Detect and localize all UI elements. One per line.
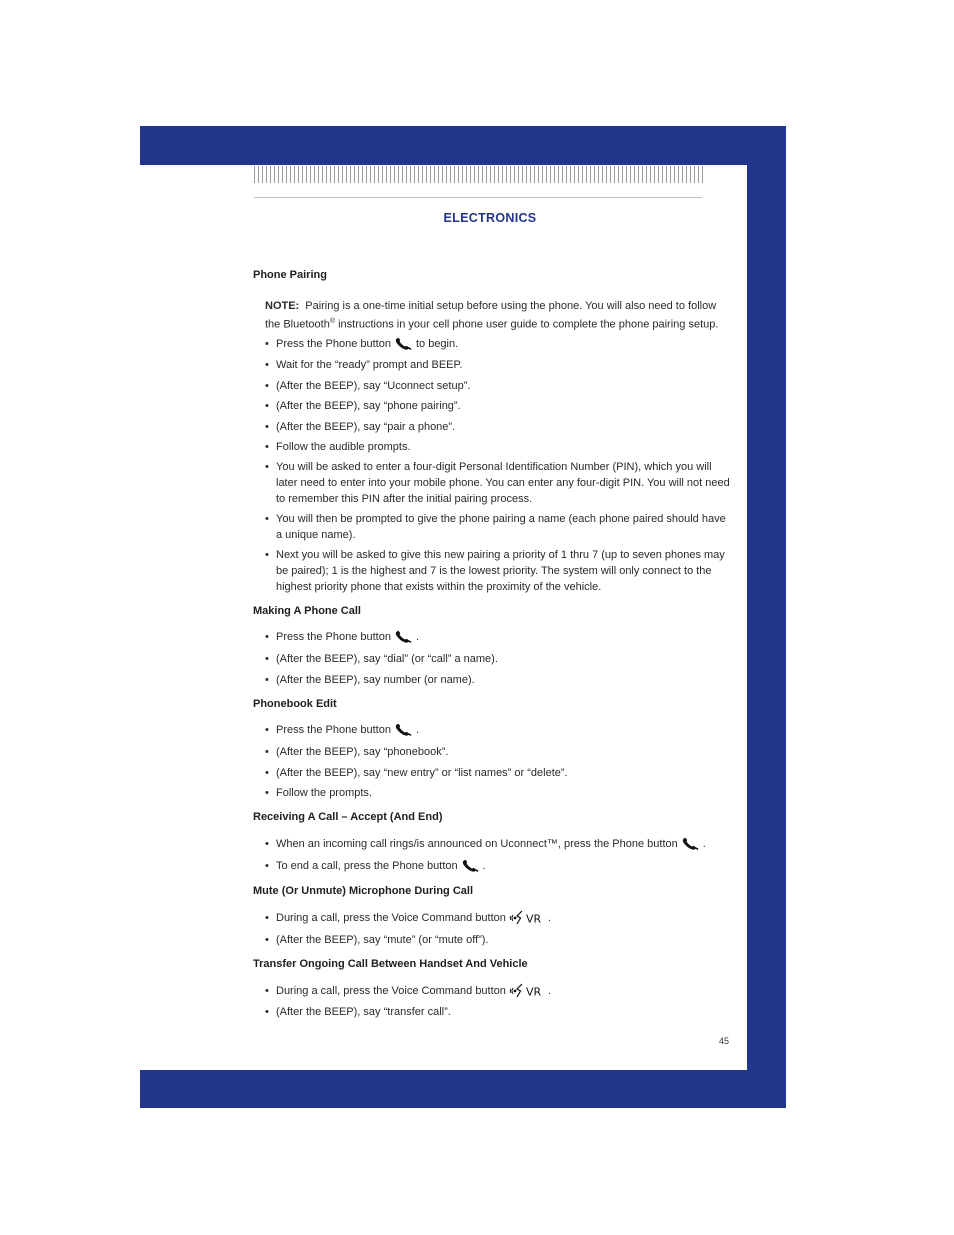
list-item: • Follow the prompts. (265, 787, 372, 799)
list-item: • Press the Phone button . (265, 724, 420, 736)
list-item: • Next you will be asked to give this new pairing a priority of 1 thru 7 (up to seven phones may be paired); 1 is the highest and 7 is the lowest priority. The system will only connect to the highest priority phone that exists within the proximity of the vehicle. (265, 549, 725, 593)
heading-phonebook-edit: Phonebook Edit (253, 698, 337, 710)
list-item: • Follow the audible prompts. (265, 441, 411, 453)
note-label: NOTE: (265, 300, 300, 312)
list-item: • (After the BEEP), say “Uconnect setup”. (265, 380, 471, 392)
list-item: • You will be asked to enter a four-digit Personal Identification Number (PIN), which you will later need to enter into your mobile phone. You can enter any four-digit PIN. You will not need to remember this PIN after the initial pairing process. (265, 461, 730, 505)
phone-icon (394, 723, 413, 737)
list-item: • (After the BEEP), say “phonebook”. (265, 746, 449, 758)
list-item: • Wait for the “ready” prompt and BEEP. (265, 359, 463, 371)
svg-text:VR: VR (525, 912, 542, 926)
tick-pattern (254, 166, 703, 183)
heading-phone-pairing: Phone Pairing (253, 269, 327, 281)
page-number: 45 (719, 1036, 730, 1046)
list-item: • (After the BEEP), say “dial” (or “call” a name). (265, 653, 498, 665)
voice-command-vr-icon (509, 983, 545, 999)
list-item: • (After the BEEP), say number (or name). (265, 674, 475, 686)
note-text-1: Pairing is a one-time initial setup before using the phone. You will also need to follow the Bluetooth (265, 300, 717, 331)
list-item: • Press the Phone button . (265, 631, 420, 643)
heading-mute: Mute (Or Unmute) Microphone During Call (253, 885, 473, 897)
phone-icon (394, 630, 413, 644)
frame-bottom-band (140, 1070, 786, 1108)
header-rule (254, 197, 702, 198)
phone-icon (461, 859, 480, 873)
section-title: ELECTRONICS (443, 211, 537, 225)
voice-command-vr-icon (509, 910, 545, 926)
list-item: • (After the BEEP), say “transfer call”. (265, 1006, 451, 1018)
heading-transfer: Transfer Ongoing Call Between Handset And Vehicle (253, 958, 528, 970)
note-paragraph (265, 298, 730, 333)
list-item: • To end a call, press the Phone button . (265, 860, 486, 872)
phone-icon (394, 337, 413, 351)
frame-right-band (747, 126, 786, 1108)
registered-mark: ® (329, 318, 336, 325)
heading-receiving-call: Receiving A Call – Accept (And End) (253, 811, 443, 823)
list-item: • (After the BEEP), say “new entry” or “list names” or “delete”. (265, 767, 568, 779)
list-item: • (After the BEEP), say “pair a phone”. (265, 421, 456, 433)
list-item: • (After the BEEP), say “phone pairing”. (265, 400, 461, 412)
phone-icon (681, 837, 700, 851)
list-item: • When an incoming call rings/is announced on Uconnect™, press the Phone button . (265, 838, 706, 850)
list-item: • During a call, press the Voice Command button VR . (265, 912, 551, 926)
list-item: • You will then be prompted to give the phone pairing a name (each phone paired should have a unique name). (265, 513, 726, 541)
svg-text:VR: VR (525, 985, 542, 999)
note-text-2: instructions in your cell phone user guide to complete the phone pairing setup. (335, 318, 719, 331)
heading-making-call: Making A Phone Call (253, 605, 361, 617)
list-item: • (After the BEEP), say “mute” (or “mute off”). (265, 934, 489, 946)
frame-top-band (140, 126, 786, 165)
list-item: • During a call, press the Voice Command button VR . (265, 985, 551, 999)
list-item: • Press the Phone button to begin. (265, 338, 459, 350)
